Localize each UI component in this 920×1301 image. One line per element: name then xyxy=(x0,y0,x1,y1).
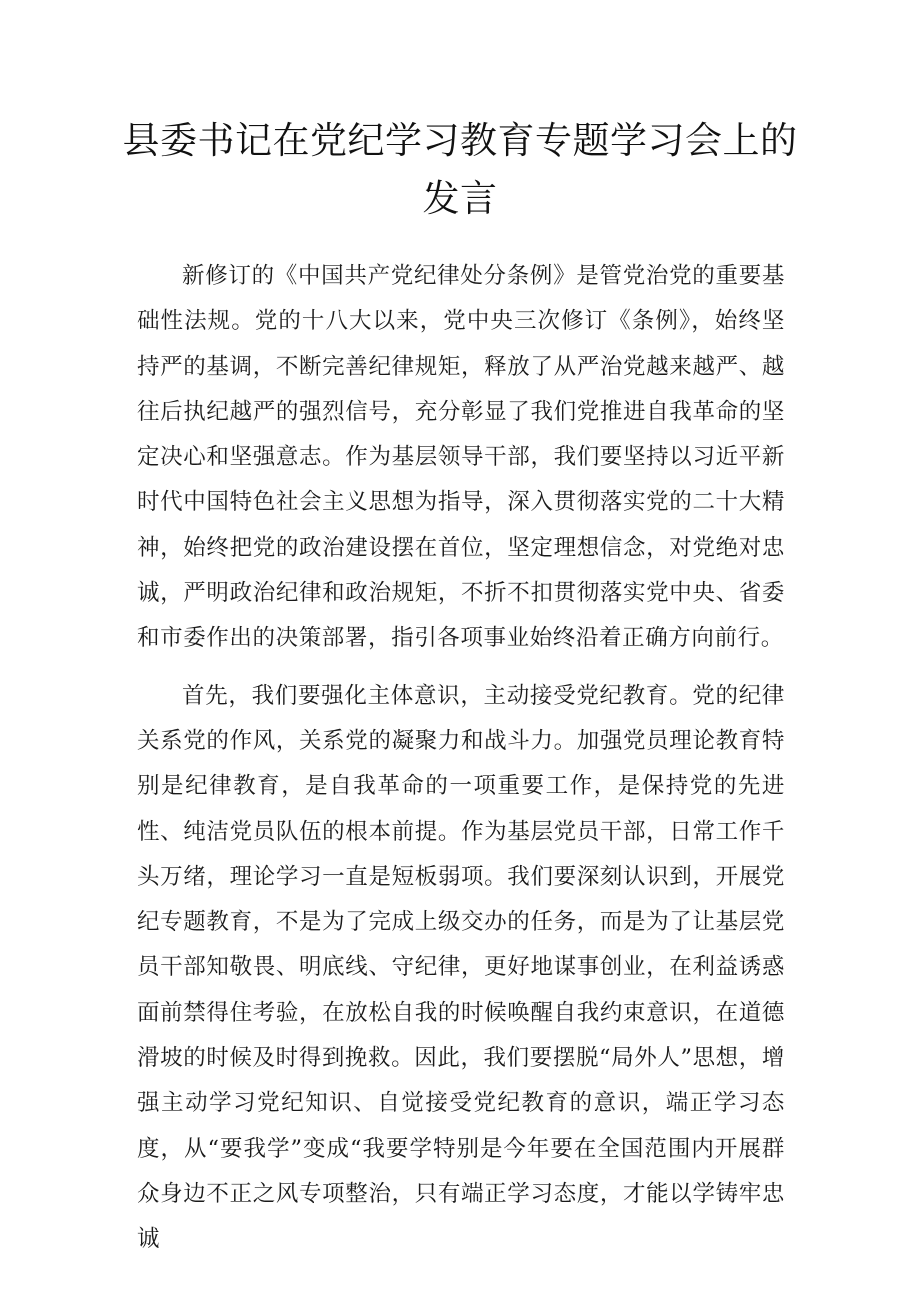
paragraph-1: 新修订的《中国共产党纪律处分条例》是管党治党的重要基础性法规。党的十八大以来，党中央三次修订《条例》，始终坚持严的基调，不断完善纪律规矩，释放了从严治党越来越严、越往后执纪越严的强烈信号，充分彰显了我们党推进自我革命的坚定决心和坚强意志。作为基层领导干部，我们要坚持以习近平新时代中国特色社会主义思想为指导，深入贯彻落实党的二十大精神，始终把党的政治建设摆在首位，坚定理想信念，对党绝对忠诚，严明政治纪律和政治规矩，不折不扣贯彻落实党中央、省委和市委作出的决策部署，指引各项事业始终沿着正确方向前行。 xyxy=(137,263,785,652)
document-body xyxy=(137,254,785,1263)
paragraph-2: 首先，我们要强化主体意识，主动接受党纪教育。党的纪律关系党的作风，关系党的凝聚力和战斗力。加强党员理论教育特别是纪律教育，是自我革命的一项重要工作，是保持党的先进性、纯洁党员队伍的根本前提。作为基层党员干部，日常工作千头万绪，理论学习一直是短板弱项。我们要深刻认识到，开展党纪专题教育，不是为了完成上级交办的任务，而是为了让基层党员干部知敬畏、明底线、守纪律，更好地谋事创业，在利益诱惑面前禁得住考验，在放松自我的时候唤醒自我约束意识，在道德滑坡的时候及时得到挽救。因此，我们要摆脱“局外人”思想，增强主动学习党纪知识、自觉接受党纪教育的意识，端正学习态度，从“要我学”变成“我要学特别是今年要在全国范围内开展群众身边不正之风专项整治，只有端正学习态度，才能以学铸牢忠诚 xyxy=(137,682,785,1253)
document-title: 县委书记在党纪学习教育专题学习会上的发言 xyxy=(122,119,798,220)
